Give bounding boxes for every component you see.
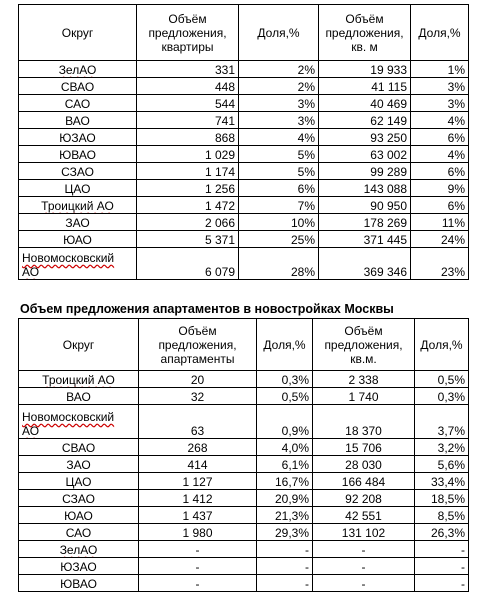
share-units-cell bbox=[239, 231, 319, 248]
share-units-cell bbox=[257, 541, 313, 558]
share-units-cell-value: 3% bbox=[297, 114, 315, 128]
district-cell bbox=[19, 78, 137, 95]
units-cell bbox=[139, 439, 257, 456]
share-units-cell-value: - bbox=[305, 577, 309, 591]
units-cell-value: 331 bbox=[214, 63, 235, 77]
district-cell bbox=[19, 388, 139, 405]
header-label: Доля,% bbox=[420, 337, 463, 352]
units-cell bbox=[139, 405, 257, 439]
area-cell bbox=[319, 61, 411, 78]
header-label: Доля,% bbox=[418, 25, 461, 40]
area-cell bbox=[319, 231, 411, 248]
header-area bbox=[319, 5, 411, 61]
units-cell bbox=[137, 78, 239, 95]
share-area-cell-value: 0,5% bbox=[437, 373, 465, 387]
district-cell-value: Новомосковский АО bbox=[22, 251, 115, 279]
share-units-cell-value: 5% bbox=[297, 148, 315, 162]
units-cell bbox=[139, 541, 257, 558]
units-cell-value: 1 256 bbox=[204, 182, 235, 196]
share-units-cell-value: 4,0% bbox=[281, 441, 309, 455]
share-area-cell-value: 5,6% bbox=[437, 458, 465, 472]
share-area-cell bbox=[411, 95, 469, 112]
share-area-cell-value: 6% bbox=[447, 165, 465, 179]
area-cell bbox=[313, 558, 415, 575]
share-area-cell-value: - bbox=[461, 560, 465, 574]
table-row bbox=[19, 95, 469, 112]
area-cell bbox=[319, 129, 411, 146]
share-units-cell bbox=[239, 129, 319, 146]
table-row bbox=[19, 371, 469, 388]
district-cell-value: СВАО bbox=[60, 80, 95, 94]
district-cell bbox=[19, 163, 137, 180]
table-row bbox=[19, 405, 469, 439]
table-row bbox=[19, 231, 469, 248]
table-row bbox=[19, 78, 469, 95]
district-cell-value: ЮАО bbox=[64, 509, 93, 523]
units-cell-value: 1 980 bbox=[182, 526, 213, 540]
units-cell bbox=[137, 248, 239, 280]
district-cell-value: ЗелАО bbox=[58, 63, 97, 77]
table-row bbox=[19, 507, 469, 524]
area-cell-value: 28 030 bbox=[345, 458, 382, 472]
area-cell-value: 18 370 bbox=[345, 424, 382, 438]
district-cell-value: ЦАО bbox=[64, 182, 91, 196]
share-units-cell-value: 21,3% bbox=[274, 509, 309, 523]
share-area-cell bbox=[415, 524, 469, 541]
units-cell bbox=[139, 558, 257, 575]
share-area-cell-value: 23% bbox=[440, 265, 465, 279]
district-cell-value: САО bbox=[64, 97, 91, 111]
share-area-cell bbox=[415, 541, 469, 558]
units-cell-value: 741 bbox=[214, 114, 235, 128]
header-district bbox=[19, 5, 137, 61]
share-area-cell bbox=[415, 388, 469, 405]
header-district bbox=[19, 319, 139, 371]
units-cell-value: - bbox=[195, 543, 200, 557]
share-units-cell bbox=[239, 163, 319, 180]
district-cell-value: ЗАО bbox=[65, 216, 90, 230]
header-share-units bbox=[239, 5, 319, 61]
units-cell-value: 1 437 bbox=[182, 509, 213, 523]
area-cell-value: 19 933 bbox=[370, 63, 407, 77]
area-cell-value: 166 484 bbox=[341, 475, 386, 489]
units-cell-value: 1 472 bbox=[204, 199, 235, 213]
share-units-cell-value: 2% bbox=[297, 80, 315, 94]
area-cell bbox=[313, 524, 415, 541]
district-cell bbox=[19, 129, 137, 146]
header-share-area bbox=[415, 319, 469, 371]
share-area-cell bbox=[415, 490, 469, 507]
area-cell bbox=[319, 248, 411, 280]
units-cell bbox=[139, 473, 257, 490]
table-row bbox=[19, 180, 469, 197]
share-units-cell-value: 25% bbox=[290, 233, 315, 247]
area-cell bbox=[313, 439, 415, 456]
units-cell bbox=[139, 388, 257, 405]
area-cell bbox=[319, 197, 411, 214]
area-cell-value: 63 002 bbox=[370, 148, 407, 162]
district-cell bbox=[19, 473, 139, 490]
units-cell bbox=[139, 490, 257, 507]
apartments-supply-table bbox=[18, 4, 469, 280]
area-cell bbox=[319, 95, 411, 112]
share-units-cell bbox=[239, 214, 319, 231]
area-cell bbox=[313, 507, 415, 524]
district-cell bbox=[19, 558, 139, 575]
area-cell bbox=[313, 456, 415, 473]
area-cell-value: 2 338 bbox=[348, 373, 379, 387]
area-cell-value: 40 469 bbox=[370, 97, 407, 111]
area-cell-value: - bbox=[361, 543, 366, 557]
area-cell-value: 15 706 bbox=[345, 441, 382, 455]
district-cell bbox=[19, 507, 139, 524]
header-label: Округ bbox=[62, 337, 95, 352]
area-cell bbox=[313, 490, 415, 507]
share-units-cell bbox=[239, 112, 319, 129]
area-cell-value: 99 289 bbox=[370, 165, 407, 179]
share-units-cell bbox=[257, 371, 313, 388]
district-cell-value: ЮАО bbox=[63, 233, 92, 247]
share-units-cell-value: 4% bbox=[297, 131, 315, 145]
district-cell bbox=[19, 456, 139, 473]
table-row bbox=[19, 112, 469, 129]
share-area-cell bbox=[415, 507, 469, 524]
share-units-cell bbox=[257, 507, 313, 524]
table-row bbox=[19, 473, 469, 490]
units-cell-value: 448 bbox=[214, 80, 235, 94]
units-cell bbox=[137, 163, 239, 180]
district-cell bbox=[19, 541, 139, 558]
area-cell-value: 369 346 bbox=[363, 265, 407, 279]
share-area-cell bbox=[411, 61, 469, 78]
share-units-cell bbox=[239, 78, 319, 95]
table-row bbox=[19, 541, 469, 558]
district-cell bbox=[19, 214, 137, 231]
share-area-cell-value: 3,7% bbox=[437, 424, 465, 438]
header-label: Объём предложения, кв. м bbox=[325, 11, 404, 54]
header-area bbox=[313, 319, 415, 371]
area-cell-value: 178 269 bbox=[363, 216, 407, 230]
share-area-cell bbox=[415, 558, 469, 575]
units-cell bbox=[137, 214, 239, 231]
units-cell bbox=[137, 61, 239, 78]
area-cell-value: 41 115 bbox=[371, 80, 407, 94]
header-label: Доля,% bbox=[263, 337, 306, 352]
share-units-cell-value: 28% bbox=[290, 265, 315, 279]
share-area-cell-value: 6% bbox=[447, 131, 465, 145]
share-area-cell bbox=[411, 180, 469, 197]
share-area-cell bbox=[415, 456, 469, 473]
share-area-cell bbox=[415, 473, 469, 490]
share-units-cell bbox=[239, 95, 319, 112]
share-units-cell-value: 3% bbox=[297, 97, 315, 111]
share-units-cell-value: 7% bbox=[297, 199, 315, 213]
share-units-cell bbox=[257, 558, 313, 575]
district-cell-value: Новомосковский АО bbox=[22, 410, 115, 438]
share-units-cell-value: 5% bbox=[297, 165, 315, 179]
share-area-cell-value: 26,3% bbox=[430, 526, 465, 540]
table-row bbox=[19, 248, 469, 280]
header-units bbox=[139, 319, 257, 371]
share-area-cell bbox=[415, 371, 469, 388]
area-cell bbox=[319, 146, 411, 163]
district-cell-value: ВАО bbox=[66, 390, 91, 404]
area-cell bbox=[313, 371, 415, 388]
units-cell bbox=[139, 507, 257, 524]
share-area-cell-value: 9% bbox=[447, 182, 465, 196]
table-row bbox=[19, 575, 469, 592]
header-share-units bbox=[257, 319, 313, 371]
share-units-cell bbox=[257, 439, 313, 456]
units-cell bbox=[139, 371, 257, 388]
share-area-cell-value: 24% bbox=[440, 233, 465, 247]
share-area-cell bbox=[411, 163, 469, 180]
share-area-cell-value: 6% bbox=[447, 199, 465, 213]
area-cell-value: 93 250 bbox=[370, 131, 407, 145]
district-cell-value: СВАО bbox=[61, 441, 96, 455]
area-cell bbox=[313, 541, 415, 558]
units-cell bbox=[139, 456, 257, 473]
area-cell bbox=[313, 388, 415, 405]
header-label: Округ bbox=[61, 25, 94, 40]
share-area-cell bbox=[411, 78, 469, 95]
area-cell-value: 1 740 bbox=[348, 390, 379, 404]
table-row bbox=[19, 524, 469, 541]
area-cell bbox=[319, 112, 411, 129]
district-cell bbox=[19, 371, 139, 388]
share-units-cell-value: 16,7% bbox=[274, 475, 309, 489]
table-row bbox=[19, 214, 469, 231]
units-cell-value: 868 bbox=[214, 131, 235, 145]
units-cell-value: 414 bbox=[187, 458, 208, 472]
units-cell-value: - bbox=[195, 560, 200, 574]
district-cell-value: ЮЗАО bbox=[60, 560, 97, 574]
area-cell-value: 131 102 bbox=[341, 526, 386, 540]
district-cell-value: Троицкий АО bbox=[41, 199, 114, 213]
table-row bbox=[19, 197, 469, 214]
share-area-cell-value: 11% bbox=[441, 216, 465, 230]
units-cell bbox=[137, 180, 239, 197]
share-area-cell bbox=[415, 405, 469, 439]
share-units-cell bbox=[239, 146, 319, 163]
header-label: Объём предложения, апартаменты bbox=[158, 323, 237, 366]
district-cell bbox=[19, 61, 137, 78]
district-cell-value: ЗАО bbox=[66, 458, 91, 472]
share-area-cell-value: - bbox=[461, 543, 465, 557]
units-cell-value: 2 066 bbox=[204, 216, 235, 230]
share-area-cell bbox=[411, 197, 469, 214]
share-units-cell-value: 0,9% bbox=[281, 424, 309, 438]
area-cell-value: - bbox=[361, 560, 366, 574]
share-area-cell-value: 4% bbox=[447, 148, 465, 162]
district-cell-value: Троицкий АО bbox=[42, 373, 115, 387]
share-units-cell-value: 6,1% bbox=[281, 458, 309, 472]
units-cell bbox=[139, 575, 257, 592]
units-cell-value: 32 bbox=[190, 390, 205, 404]
share-units-cell bbox=[257, 456, 313, 473]
share-units-cell-value: 29,3% bbox=[274, 526, 309, 540]
share-units-cell-value: 2% bbox=[297, 63, 315, 77]
table-row bbox=[19, 388, 469, 405]
units-cell-value: 5 371 bbox=[204, 233, 235, 247]
share-units-cell bbox=[239, 180, 319, 197]
units-cell-value: 20 bbox=[190, 373, 205, 387]
area-cell-value: 143 088 bbox=[363, 182, 407, 196]
serviced-apartments-supply-table bbox=[18, 318, 469, 592]
share-units-cell-value: 20,9% bbox=[274, 492, 309, 506]
share-units-cell bbox=[239, 61, 319, 78]
share-units-cell-value: - bbox=[305, 543, 309, 557]
units-cell bbox=[137, 197, 239, 214]
share-area-cell bbox=[415, 439, 469, 456]
district-cell-value: САО bbox=[65, 526, 92, 540]
units-cell-value: 1 174 bbox=[204, 165, 235, 179]
share-units-cell-value: 0,3% bbox=[281, 373, 309, 387]
district-cell bbox=[19, 490, 139, 507]
header-share-area bbox=[411, 5, 469, 61]
units-cell-value: 6 079 bbox=[204, 265, 235, 279]
area-cell bbox=[319, 214, 411, 231]
district-cell-value: ЮВАО bbox=[59, 148, 96, 162]
share-area-cell-value: 3% bbox=[447, 97, 465, 111]
units-cell-value: 268 bbox=[187, 441, 208, 455]
table-row bbox=[19, 61, 469, 78]
district-cell bbox=[19, 248, 137, 280]
share-units-cell bbox=[257, 490, 313, 507]
district-cell bbox=[19, 575, 139, 592]
area-cell-value: 90 950 bbox=[370, 199, 407, 213]
district-cell-value: ВАО bbox=[65, 114, 90, 128]
units-cell-value: 544 bbox=[214, 97, 235, 111]
district-cell bbox=[19, 112, 137, 129]
area-cell-value: 92 208 bbox=[345, 492, 382, 506]
district-cell-value: ЮВАО bbox=[60, 577, 97, 591]
units-cell-value: 1 029 bbox=[204, 148, 235, 162]
header-label: Объём предложения, квартиры bbox=[148, 11, 227, 54]
area-cell bbox=[313, 575, 415, 592]
share-area-cell-value: 18,5% bbox=[430, 492, 465, 506]
table-row bbox=[19, 163, 469, 180]
share-area-cell-value: 33,4% bbox=[430, 475, 465, 489]
units-cell-value: 1 412 bbox=[182, 492, 213, 506]
district-cell-value: СЗАО bbox=[62, 492, 95, 506]
district-cell bbox=[19, 180, 137, 197]
area-cell-value: 371 445 bbox=[363, 233, 407, 247]
share-area-cell bbox=[411, 248, 469, 280]
district-cell bbox=[19, 405, 139, 439]
apartments-table-heading: Объем предложения апартаментов в новостройках Москвы bbox=[20, 302, 394, 316]
district-cell-value: ЗелАО bbox=[59, 543, 98, 557]
share-area-cell bbox=[411, 231, 469, 248]
share-area-cell-value: 3% bbox=[447, 80, 465, 94]
share-units-cell bbox=[257, 473, 313, 490]
share-area-cell-value: 3,2% bbox=[437, 441, 465, 455]
share-units-cell-value: 0,5% bbox=[281, 390, 309, 404]
table-row bbox=[19, 146, 469, 163]
area-cell bbox=[319, 180, 411, 197]
units-cell bbox=[137, 95, 239, 112]
share-area-cell bbox=[415, 575, 469, 592]
table-header-row bbox=[19, 5, 469, 61]
units-cell bbox=[139, 524, 257, 541]
district-cell bbox=[19, 146, 137, 163]
share-units-cell-value: 6% bbox=[297, 182, 315, 196]
district-cell bbox=[19, 524, 139, 541]
share-units-cell bbox=[257, 388, 313, 405]
district-cell bbox=[19, 439, 139, 456]
area-cell-value: 42 551 bbox=[345, 509, 382, 523]
units-cell bbox=[137, 146, 239, 163]
district-cell-value: СЗАО bbox=[61, 165, 94, 179]
header-label: Объём предложения, кв.м. bbox=[324, 323, 403, 366]
share-area-cell bbox=[411, 112, 469, 129]
district-cell bbox=[19, 231, 137, 248]
district-cell-value: ЮЗАО bbox=[59, 131, 96, 145]
units-cell-value: - bbox=[195, 577, 200, 591]
district-cell bbox=[19, 197, 137, 214]
area-cell-value: - bbox=[361, 577, 366, 591]
share-units-cell bbox=[239, 248, 319, 280]
table-row bbox=[19, 129, 469, 146]
table-row bbox=[19, 490, 469, 507]
area-cell bbox=[319, 78, 411, 95]
header-units bbox=[137, 5, 239, 61]
header-label: Доля,% bbox=[257, 25, 300, 40]
share-area-cell-value: 1% bbox=[447, 63, 465, 77]
district-cell bbox=[19, 95, 137, 112]
units-cell bbox=[137, 112, 239, 129]
share-units-cell bbox=[257, 405, 313, 439]
share-area-cell bbox=[411, 146, 469, 163]
table-row bbox=[19, 558, 469, 575]
share-units-cell bbox=[257, 524, 313, 541]
table-row bbox=[19, 456, 469, 473]
share-area-cell bbox=[411, 214, 469, 231]
units-cell-value: 63 bbox=[190, 424, 205, 438]
units-cell bbox=[137, 231, 239, 248]
table-row bbox=[19, 439, 469, 456]
table-header-row bbox=[19, 319, 469, 371]
district-cell-value: ЦАО bbox=[65, 475, 92, 489]
share-area-cell bbox=[411, 129, 469, 146]
share-area-cell-value: - bbox=[461, 577, 465, 591]
area-cell bbox=[313, 405, 415, 439]
share-units-cell bbox=[257, 575, 313, 592]
area-cell bbox=[313, 473, 415, 490]
area-cell bbox=[319, 163, 411, 180]
units-cell-value: 1 127 bbox=[182, 475, 213, 489]
share-units-cell-value: - bbox=[305, 560, 309, 574]
share-units-cell-value: 10% bbox=[290, 216, 315, 230]
share-units-cell bbox=[239, 197, 319, 214]
area-cell-value: 62 149 bbox=[370, 114, 407, 128]
share-area-cell-value: 4% bbox=[447, 114, 465, 128]
units-cell bbox=[137, 129, 239, 146]
share-area-cell-value: 8,5% bbox=[437, 509, 465, 523]
share-area-cell-value: 0,3% bbox=[437, 390, 465, 404]
